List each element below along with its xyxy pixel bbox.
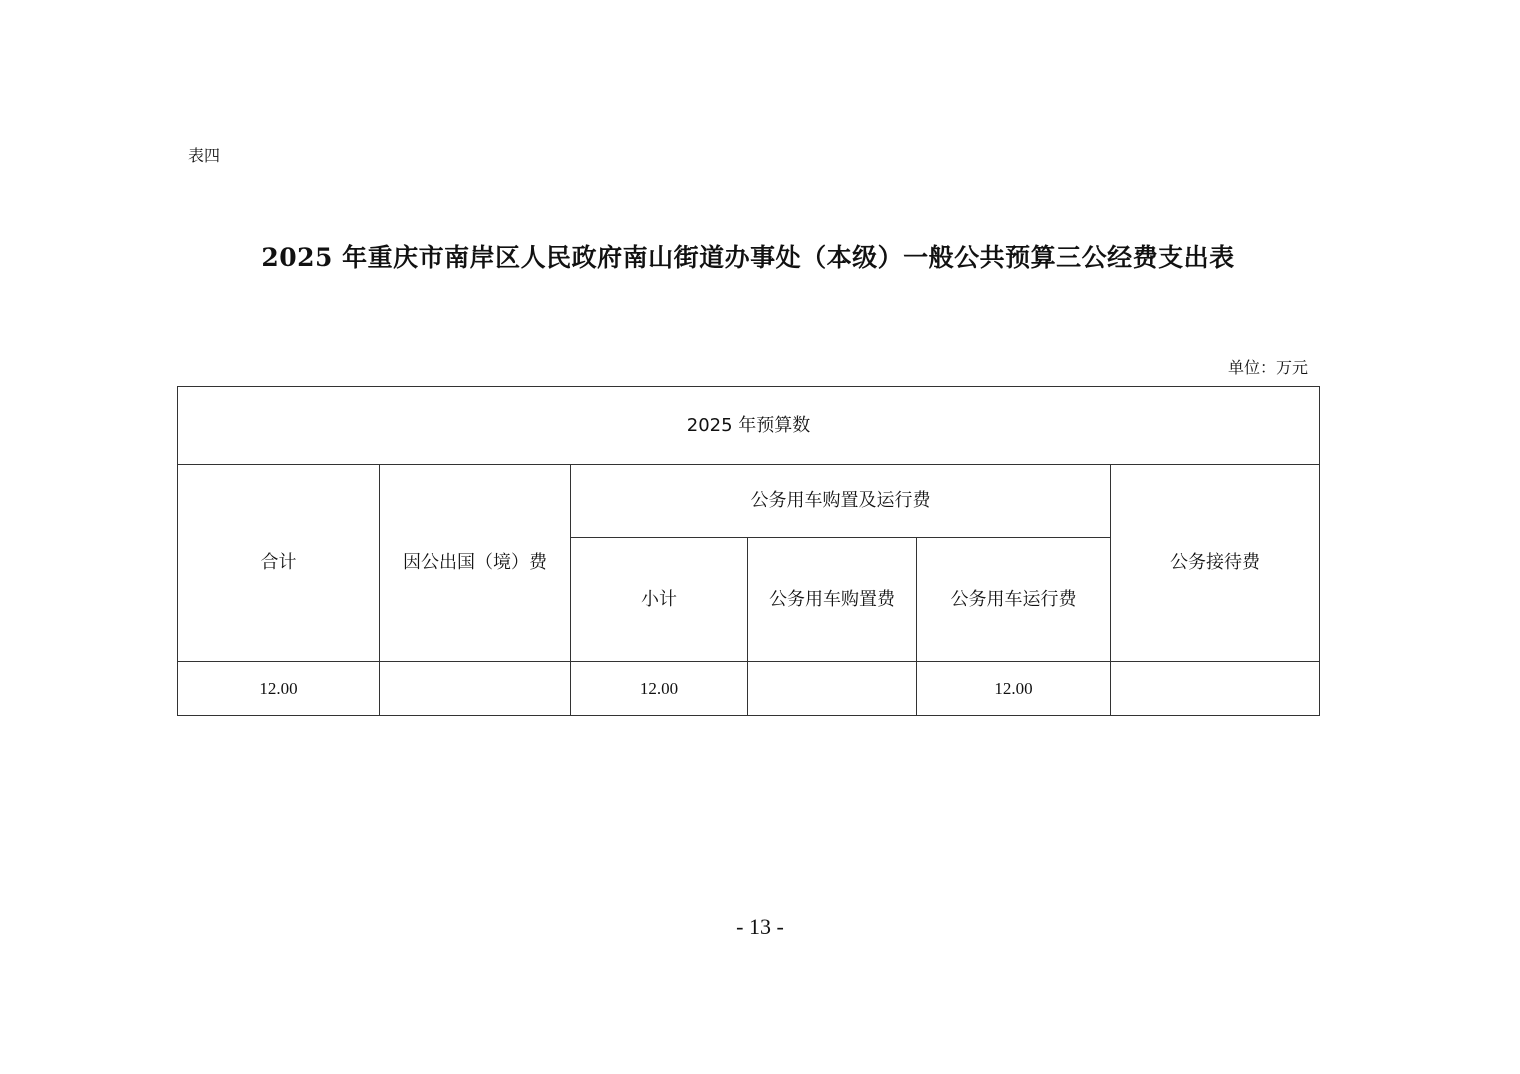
header-vehicle-purchase xyxy=(748,538,917,662)
header-vehicle-subtotal: 小计 xyxy=(571,538,748,662)
document-title: 2025 年重庆市南岸区人民政府南山街道办事处（本级）一般公共预算三公经费支出表 xyxy=(261,243,1235,272)
cell-total: 12.00 xyxy=(178,662,380,716)
cell-vehicle-purchase xyxy=(748,662,917,716)
cell-overseas xyxy=(380,662,571,716)
header-vehicle-group: 公务用车购置及运行费 xyxy=(571,465,1111,538)
table-header-row-year xyxy=(178,387,1320,465)
table-header-row-main xyxy=(178,465,1320,538)
page-number: - 13 - xyxy=(736,914,784,939)
header-overseas: 因公出国（境）费 xyxy=(380,465,571,662)
budget-table xyxy=(177,386,1320,716)
cell-vehicle-subtotal: 12.00 xyxy=(571,662,748,716)
unit-label: 单位：万元 xyxy=(1227,358,1308,377)
header-vehicle-operation: 公务用车运行费 xyxy=(917,538,1111,662)
header-vehicle-purchase-label: 公务用车购置费 xyxy=(769,588,895,610)
header-total: 合计 xyxy=(178,465,380,662)
cell-reception xyxy=(1111,662,1320,716)
header-budget-year: 2025 年预算数 xyxy=(178,387,1320,465)
cell-vehicle-operation: 12.00 xyxy=(917,662,1111,716)
table-label: 表四 xyxy=(188,146,221,165)
header-reception: 公务接待费 xyxy=(1111,465,1320,662)
table-row xyxy=(178,662,1320,716)
